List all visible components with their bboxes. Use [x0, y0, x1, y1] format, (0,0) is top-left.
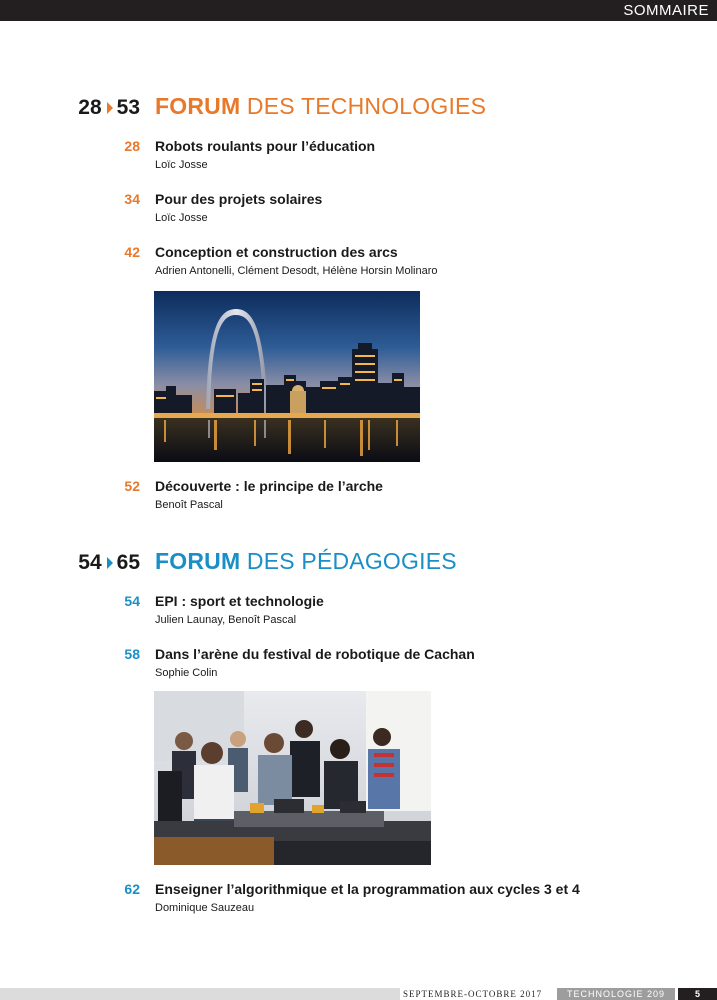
toc-entry[interactable]: [0, 881, 717, 919]
entry-title: Robots roulants pour l’éducation: [155, 138, 376, 154]
arrow-right-icon: [107, 557, 113, 569]
entry-author: Adrien Antonelli, Clément Desodt, Hélène Horsin Molinaro: [155, 265, 438, 277]
robotics-festival-photo: [154, 691, 431, 865]
page-range: [78, 551, 140, 575]
entry-author: Sophie Colin: [155, 667, 218, 679]
toc-entry[interactable]: [0, 478, 717, 516]
range-start: 54: [78, 551, 102, 574]
page-number: 5: [678, 988, 717, 1000]
section-title-light: DES PÉDAGOGIES: [246, 548, 457, 574]
entry-title: EPI : sport et technologie: [155, 593, 324, 609]
entry-page-number: 54: [124, 593, 140, 609]
entry-title: Conception et construction des arcs: [155, 244, 398, 260]
toc-entry[interactable]: [0, 138, 717, 176]
entry-title: Dans l’arène du festival de robotique de Cachan: [155, 646, 475, 662]
entry-title: Pour des projets solaires: [155, 191, 323, 207]
section-title: [155, 93, 486, 120]
section-title: [155, 548, 457, 575]
entry-page-number: 34: [124, 191, 140, 207]
issue-date: SEPTEMBRE-OCTOBRE 2017: [403, 989, 543, 999]
arrow-right-icon: [107, 102, 113, 114]
section-header-pedagogies: [0, 548, 717, 583]
section-title-strong: FORUM: [155, 548, 241, 574]
toc-entry[interactable]: [0, 593, 717, 631]
page-range: [78, 96, 140, 120]
range-start: 28: [78, 96, 102, 119]
section-title-light: DES TECHNOLOGIES: [246, 93, 487, 119]
entry-author: Loïc Josse: [155, 212, 208, 224]
entry-author: Loïc Josse: [155, 159, 208, 171]
entry-page-number: 42: [124, 244, 140, 260]
entry-title: Enseigner l’algorithmique et la programmation aux cycles 3 et 4: [155, 881, 580, 897]
gateway-arch-photo: [154, 291, 420, 462]
magazine-name: TECHNOLOGIE 209: [557, 988, 675, 1000]
toc-entry[interactable]: [0, 244, 717, 282]
page-footer: [0, 988, 717, 1000]
range-end: 53: [116, 96, 140, 119]
top-bar: [0, 0, 717, 21]
section-title-strong: FORUM: [155, 93, 241, 119]
entry-title: Découverte : le principe de l’arche: [155, 478, 383, 494]
section-header-technologies: [0, 93, 717, 128]
entry-page-number: 28: [124, 138, 140, 154]
toc-entry[interactable]: [0, 191, 717, 229]
range-end: 65: [116, 551, 140, 574]
toc-entry[interactable]: [0, 646, 717, 684]
entry-page-number: 62: [124, 881, 140, 897]
entry-page-number: 52: [124, 478, 140, 494]
entry-author: Julien Launay, Benoît Pascal: [155, 614, 297, 626]
entry-page-number: 58: [124, 646, 140, 662]
section-label: SOMMAIRE: [623, 2, 709, 19]
entry-author: Dominique Sauzeau: [155, 902, 255, 914]
footer-rule: [0, 988, 400, 1000]
entry-author: Benoît Pascal: [155, 499, 223, 511]
